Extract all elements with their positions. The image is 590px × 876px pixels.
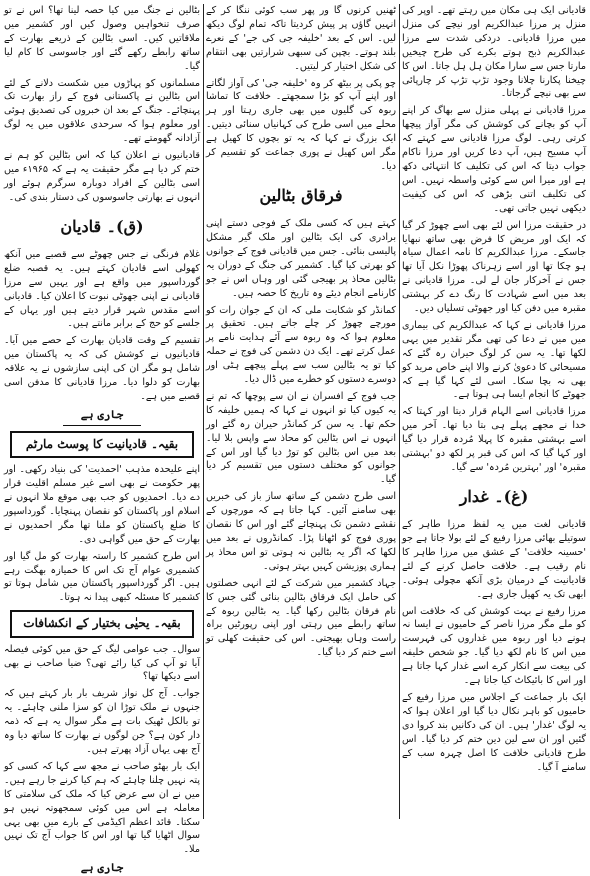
paragraph: تقسیم کے وقت قادیان بھارت کے حصے میں آیا۔ قادیانیوں نے کوشش کی کہ یہ پاکستان میں شامل ہو مگر ان کی اپنی سازشوں نے یہ علاقہ بھارت کو دلوا دیا۔ مرزا قادیانی کا مدفن اسی قصبے میں ہے۔ bbox=[4, 335, 200, 402]
paragraph: مسلمانوں کو پہاڑوں میں شکست دلانے کے لئے اس بٹالین نے پاکستانی فوج کے راز بھارت تک پہنچائے۔ جنگ کے بعد ان خبروں کی تصدیق ہوئی اور معلوم ہوا کہ سرحدی علاقوں میں یہ لوگ آزادانہ گھومتے تھے۔ bbox=[4, 77, 200, 145]
right-column bbox=[402, 4, 586, 819]
continued-label: جاری ہے bbox=[80, 861, 124, 875]
paragraph: قادیانی لغت میں یہ لفظ مرزا طاہر کے سوتیلے بھائی مرزا رفیع کے لئے بولا جاتا ہے جو 'حسینہ خلافت' کے عشق میں مرزا طاہر کا نام رقیب ہے۔ خلافت حاصل کرنے کے لئے قادیانیت کے درمیان بڑی آنکھ مچولی ہوئی۔ ابھی تک یہ کھیل جاری ہے۔ bbox=[402, 519, 586, 600]
paragraph: کہتے ہیں کہ کسی ملک کے فوجی دستے اپنی برادری کی ایک بٹالین اور ملک گیر مشکل پالیسی بنائی۔ جس میں قادیانی فوج کے جوانوں کو بھرتی کیا گیا۔ کشمیر کی جنگ کے دوران یہ بٹالین محاذ پر بھیجی گئی اور وہاں اس نے جو کارنامے انجام دیئے وہ تاریخ کا حصہ ہیں۔ bbox=[206, 218, 396, 299]
paragraph: جہاد کشمیر میں شرکت کے لئے انہی خصلتوں کی حامل ایک فرقاق بٹالین بنائی گئی جس کا نام فرقان بٹالین رکھا گیا۔ یہ بٹالین ربوہ کے ساتھ رابطے میں رہتی اور اپنی رپورٹیں براہ راست وہاں بھیجتی۔ اس کی حقیقت کھلی تو اسے ختم کر دیا گیا۔ bbox=[206, 577, 396, 659]
paragraph: اپنے علیحدہ مذہب 'احمدیت' کی بنیاد رکھی۔ اور پھر حکومت نے بھی اسے غیر مسلم اقلیت قرار دے دیا۔ احمدیوں کو جب بھی موقع ملا انہوں نے اسلام اور پاکستان کو نقصان پہنچایا۔ گورداسپور کا ضلع پاکستان کو ملنا تھا مگر احمدیوں نے بھارت کے حق میں گواہی دی۔ bbox=[4, 464, 200, 545]
boxed-heading-revelations: بقیہ۔ یحیٰی بختیار کے انکشافات bbox=[10, 610, 194, 637]
paragraph: ایک بار بھٹو صاحب نے مجھ سے کہا کہ کسی کو پتہ نہیں چلنا چاہئے کہ ہم کیا کرنے جا رہے ہیں۔ میں نے ان سے عرض کیا کہ ملک کی سلامتی کا معاملہ ہے اس میں کوئی سمجھوتہ نہیں ہو سکتا۔ قائد اعظم اکیڈمی کے بارے میں بھی یہی سوال اٹھایا گیا تھا اور اس کا جواب آج تک نہیں ملا۔ bbox=[4, 760, 200, 856]
paragraph: جواب۔ آج کل نواز شریف بار بار کہتے ہیں کہ جنہوں نے ملک توڑا ان کو سزا ملنی چاہئے۔ یہ تو بالکل ٹھیک بات ہے مگر سوال یہ ہے کہ ذمہ دار کون ہے؟ جن لوگوں نے بھارت کا ساتھ دیا وہ آج بھی یہاں آزاد پھرتے ہیں۔ bbox=[4, 688, 200, 755]
paragraph: ٹھنیں کرنوں گا ور پھر سب کوئی ننگا کر کے انہیں گاؤں پر پیش کردیتا تاکہ تمام لوگ دیکھ لیں۔ اس کے بعد 'خلیفہ جی کی جے' کے نعرے بلند ہوتے۔ بچپن کی سبھی شرارتیں بھی انتقام کی شکل اختیار کر لیتیں۔ bbox=[206, 5, 396, 72]
paragraph: قادیانی ایک ہی مکان میں رہتے تھے۔ اوپر کی منزل پر مرزا عبدالکریم اور نیچے کی منزل میں مرزا قادیانی۔ دردکی شدت سے مرزا عبدالکریم ذبح ہوتے بکرے کی طرح چیخیں مارتا جس سے سارا مکان ہل ہل جاتا۔ اس کا چیخنا پکارنا چلانا وجود تڑپ تڑپ کر چارپائی سے بھی نیچے گرجاتا۔ bbox=[402, 5, 586, 100]
section-title-faraq-battalion: فرقاق بٹالین bbox=[259, 185, 343, 205]
paragraph: کمانڈر کو شکایت ملی کہ ان کے جوان رات کو مورچے چھوڑ کر چلے جاتے ہیں۔ تحقیق پر معلوم ہوا کہ وہ ربوہ سے آئے ہدایت نامے پر عمل کرتے تھے۔ ایک دن دشمن کی فوج نے حملہ کیا تو یہ بٹالین سب سے پہلے پیچھے ہٹی اور دوسرے دستوں کو خطرے میں ڈال دیا۔ bbox=[206, 304, 396, 386]
paragraph: سوال۔ جب عوامی لیگ کے حق میں کوئی فیصلہ آیا تو آپ کی کیا رائے تھی؟ ضیا صاحب نے بھی اسے دیکھا تھا؟ bbox=[4, 643, 200, 683]
column-divider bbox=[399, 4, 400, 819]
paragraph: جب فوج کے افسران نے ان سے پوچھا کہ تم نے یہ کیوں کیا تو انہوں نے کہا کہ ہمیں خلیفہ کا حکم تھا۔ یہ سن کر کمانڈر حیران رہ گئے اور انہوں نے اس بٹالین کو محاذ سے واپس بلا لیا۔ بعد میں اس بٹالین کو توڑ دیا گیا اور اس کے جوانوں کو مختلف دستوں میں تقسیم کر دیا گیا۔ bbox=[206, 390, 396, 486]
paragraph: قادیانیوں نے اعلان کیا کہ اس بٹالین کو ہم نے ختم کر دیا ہے مگر حقیقت یہ ہے کہ ۱۹۶۵ء میں اسی بٹالین کے افراد دوبارہ سرگرم ہوئے اور انہوں نے بھارتی جاسوسوں کی دستار بندی کی۔ bbox=[4, 150, 201, 203]
paragraph: ایک بار جماعت کے اجلاس میں مرزا رفیع کے حامیوں کو باہر نکال دیا گیا اور اعلان ہوا کہ یہ لوگ 'غدار' ہیں۔ ان کی دکانیں بند کروا دی گئیں اور ان سے لین دین ختم کر دیا گیا۔ اس طرح قادیانی خلافت کا اصل چہرہ سب کے سامنے آ گیا۔ bbox=[402, 691, 586, 773]
paragraph: غلام فرنگی نے جس چھوٹے سے قصبے میں آنکھ کھولی اسے قادیان کہتے ہیں۔ یہ قصبہ ضلع گورداسپور میں واقع ہے اور یہیں سے مرزا قادیانی نے اپنی جھوٹی نبوت کا اعلان کیا۔ قادیانی اسے مقدس شہر قرار دیتے ہیں اور یہاں کے جلسے کو حج کے برابر مانتے ہیں۔ bbox=[4, 248, 200, 330]
paragraph: در حقیقت مرزا اس لئے بھی اسے چھوڑ کر گیا کہ ایک اور مریض کا فرض بھی ساتھ نبھایا جاسکے۔ مرزا عبدالکریم کا نامہ اعمال سیاہ ہو چکا تھا اور اسے زہرناک پھوڑا نکل آیا تھا جس نے آخرکار جان لے لی۔ مرزا قادیانی نے بعد میں اسے شہادت کا رنگ دے کر بہشتی مقبرہ میں دفن کیا اور جھوٹی تسلیاں دیں۔ bbox=[402, 219, 586, 315]
section-title-qadian: (ق)۔ قادیان bbox=[60, 216, 144, 236]
paragraph: مرزا قادیانی نے پہلی منزل سے بھاگ کر اپنے آپ کو بچانے کی کوشش کی مگر آواز پیچھا کرتی رہی۔ لوگ مرزا قادیانی سے کہتے کہ آپ مسیح ہیں، آپ دعا کریں اور مرزا ناکام جواب دیتا کہ اس کی تکلیف کا انتہائی دکھ ہے اور میرا اس سے کوئی واسطہ نہیں۔ اس کی تکلیف اتنی بڑھی کہ اس کی کیفیت دیکھی نہیں جاتی تھی۔ bbox=[402, 105, 586, 214]
paragraph: بٹالین نے جنگ میں کیا حصہ لینا تھا؟ اس نے تو صرف تنخواہیں وصول کیں اور کشمیر میں ملاقاتیں کیں۔ اسی بٹالین کے ذریعے بھارت کے ساتھ رابطے رکھے گئے اور جاسوسی کا کام لیا گیا۔ bbox=[4, 5, 200, 72]
continued-label: جاری ہے bbox=[80, 407, 124, 421]
paragraph: چو پکی پر بیٹھ کر وہ 'خلیفہ جی' کی آواز لگاتے اور اپنے آپ کو بڑا سمجھتے۔ خلافت کا تماشا ربوہ کی گلیوں میں بھی جاری رہتا اور ہر محلے میں اسی طرح کی کہانیاں سنائی دیتیں۔ ایک بزرگ نے کہا کہ یہ تو بچوں کا کھیل ہے مگر اس کھیل نے پوری جماعت کو تقسیم کر دیا۔ bbox=[206, 77, 396, 172]
paragraph: مرزا قادیانی نے کہا کہ عبدالکریم کی بیماری میں میں نے دعا کی تھی مگر تقدیر میں یہی لکھا تھا۔ یہ سن کر لوگ حیران رہ گئے کہ مسیحائی کا دعویٰ کرنے والا اپنے خاص مرید کو بھی نہ بچا سکا۔ اسی لئے کہا گیا ہے کہ جھوٹے کا انجام ایسا ہی ہوتا ہے۔ bbox=[402, 319, 586, 401]
column-divider bbox=[203, 4, 204, 819]
boxed-heading-postmortem: بقیہ۔ قادیانیت کا پوسٹ مارٹم bbox=[10, 431, 194, 458]
section-title-ghaddar: (غ)۔ غدار bbox=[459, 486, 529, 506]
paragraph: اسی طرح دشمن کے ساتھ ساز باز کی خبریں بھی سامنے آئیں۔ کہا جاتا ہے کہ مورچوں کے نقشے دشمن تک پہنچائے گئے اور اس کا نقصان پوری فوج کو اٹھانا پڑا۔ کمانڈروں نے بعد میں لکھا کہ اگر یہ بٹالین نہ ہوتی تو اس محاذ پر ہماری پوزیشن کہیں بہتر ہوتی۔ bbox=[206, 491, 396, 572]
paragraph: مرزا قادیانی اسے الہام قرار دیتا اور کہتا کہ خدا نے مجھے پہلے ہی بتا دیا تھا۔ آخر میں اسے بہشتی مقبرہ کا پہلا مُردہ قرار دیا گیا اور کہا گیا کہ اس کی قبر پر لکھ دو 'بہشتی مقبرہ' اور 'بہترین مُردہ' سے گیا۔ bbox=[402, 406, 586, 473]
left-column bbox=[4, 4, 201, 875]
paragraph: مرزا رفیع نے بہت کوشش کی کہ خلافت اس کو ملے مگر مرزا ناصر کے حامیوں نے ایسا نہ ہونے دیا اور ربوہ میں غداروں کی فہرست میں اس کا نام لکھ دیا گیا۔ جو شخص خلیفہ کی بیعت سے انکار کرے اسے غدار کہا جاتا ہے اور اس کا بائیکاٹ کیا جاتا ہے۔ bbox=[402, 605, 586, 687]
divider bbox=[63, 425, 141, 426]
paragraph: اس طرح کشمیر کا راستہ بھارت کو مل گیا اور کشمیری عوام آج تک اس کا خمیازہ بھگت رہے ہیں۔ اگر گورداسپور پاکستان میں شامل ہوتا تو کشمیر کا مسئلہ کبھی پیدا نہ ہوتا۔ bbox=[4, 550, 200, 604]
middle-column bbox=[206, 4, 396, 819]
